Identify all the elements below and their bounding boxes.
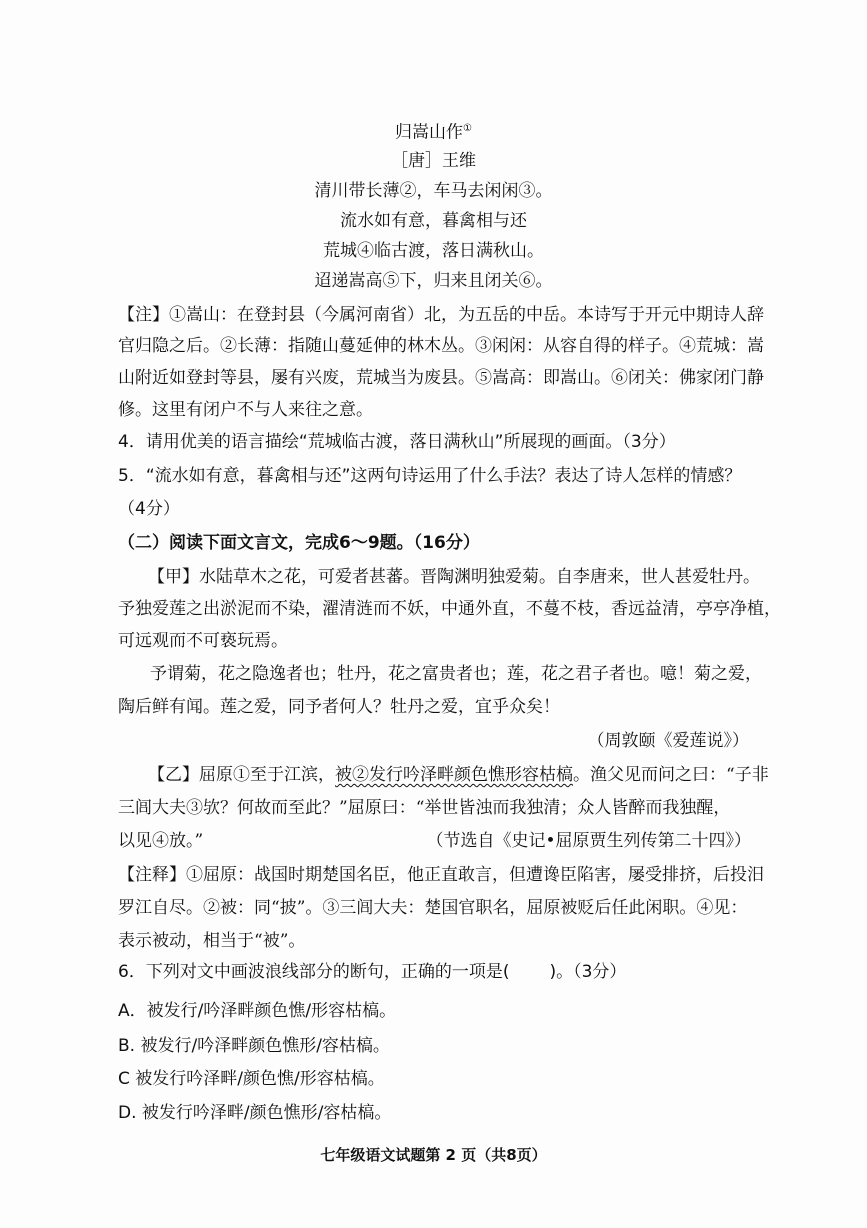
question-5-line-1: 5．“流水如有意，暮禽相与还”这两句诗运用了什么手法？表达了诗人怎样的情感？ (118, 466, 742, 486)
jia-line-5: 陶后鲜有闻。莲之爱，同予者何人？牡丹之爱，宜乎众矣！ (118, 697, 560, 717)
yi-note-line-2: 罗江自尽。②被：同“披”。③三闾大夫：楚国官职名，屈原被贬后任此闲职。④见： (118, 898, 748, 918)
poem-line-1: 清川带长薄②，车马去闲闲③。 (314, 181, 553, 201)
poem-note-line-2: 官归隐之后。②长薄：指随山蔓延伸的林木丛。③闲闲：从容自得的样子。④荒城：嵩 (118, 336, 764, 356)
question-6-stem (118, 961, 626, 983)
question-6-option-c: C 被发行吟泽畔/颜色憔/形容枯槁。 (118, 1069, 385, 1089)
question-5-line-2: （4分） (118, 499, 180, 519)
poem-line-2: 流水如有意，暮禽相与还 (340, 211, 527, 231)
jia-line-1: 【甲】水陆草木之花，可爱者甚蕃。晋陶渊明独爱菊。自李唐来，世人甚爱牡丹。 (148, 567, 760, 587)
yi-line-1-start: 【乙】屈原①至于江滨， (148, 765, 335, 785)
yi-line-2: 三闾大夫③欤？何故而至此？”屈原曰：“举世皆浊而我独清；众人皆醉而我独醒， (118, 798, 731, 818)
poem-note-line-1: 【注】①嵩山：在登封县（今属河南省）北，为五岳的中岳。本诗写于开元中期诗人辞 (118, 305, 764, 325)
jia-line-2: 予独爱莲之出淤泥而不染，濯清涟而不妖，中通外直，不蔓不枝，香远益清，亭亭净植， (118, 599, 781, 619)
question-6-option-b: B. 被发行/吟泽畔颜色憔形/容枯槁。 (118, 1036, 390, 1056)
question-6-option-d: D. 被发行吟泽畔/颜色憔形/容枯槁。 (118, 1103, 392, 1123)
yi-line-3: 以见④放。” (118, 831, 204, 851)
jia-source: （周敦颐《爱莲说》） (587, 731, 749, 751)
section-2-heading: （二）阅读下面文言文，完成6～9题。（16分） (118, 533, 480, 553)
poem-title (0, 118, 867, 144)
jia-line-3: 可远观而不可亵玩焉。 (118, 631, 288, 651)
page-footer: 七年级语文试题第 2 页（共8页） (320, 1146, 547, 1164)
question-6-stem-start: 6．下列对文中画波浪线部分的断句，正确的一项是( (118, 962, 510, 982)
yi-note-line-3: 表示被动，相当于“被”。 (118, 931, 306, 951)
question-6-option-a: A．被发行/吟泽畔颜色憔/形容枯槁。 (118, 1001, 397, 1021)
jia-line-4: 予谓菊，花之隐逸者也；牡丹，花之富贵者也；莲，花之君子者也。噫！菊之爱， (150, 664, 762, 684)
poem-note-line-4: 修。这里有闭户不与人来往之意。 (118, 400, 373, 420)
poem-title-note-mark: ① (463, 123, 472, 134)
yi-source: （节选自《史记•屈原贾生列传第二十四》） (426, 831, 751, 851)
poem-note-line-3: 山附近如登封等县，屡有兴废，荒城当为废县。⑤嵩高：即嵩山。⑥闭关：佛家闭门静 (118, 368, 764, 388)
yi-line-1 (148, 764, 769, 786)
yi-line-1-end: 。渔父见而问之曰：“子非 (573, 765, 769, 785)
yi-wavy-underlined-text: 被②发行吟泽畔颜色憔形容枯槁 (335, 765, 573, 785)
poem-author: ［唐］王维 (391, 151, 476, 171)
poem-line-4: 迢递嵩高⑤下，归来且闭关⑥。 (314, 271, 553, 291)
poem-line-3: 荒城④临古渡，落日满秋山。 (323, 241, 544, 261)
question-6-stem-end: )。（3分） (549, 962, 627, 982)
yi-note-line-1: 【注释】①屈原：战国时期楚国名臣，他正直敢言，但遭谗臣陷害，屡受排挤，后投汨 (118, 865, 764, 885)
poem-title-text: 归嵩山作 (395, 122, 464, 143)
question-4: 4．请用优美的语言描绘“荒城临古渡，落日满秋山”所展现的画面。（3分） (118, 432, 676, 452)
